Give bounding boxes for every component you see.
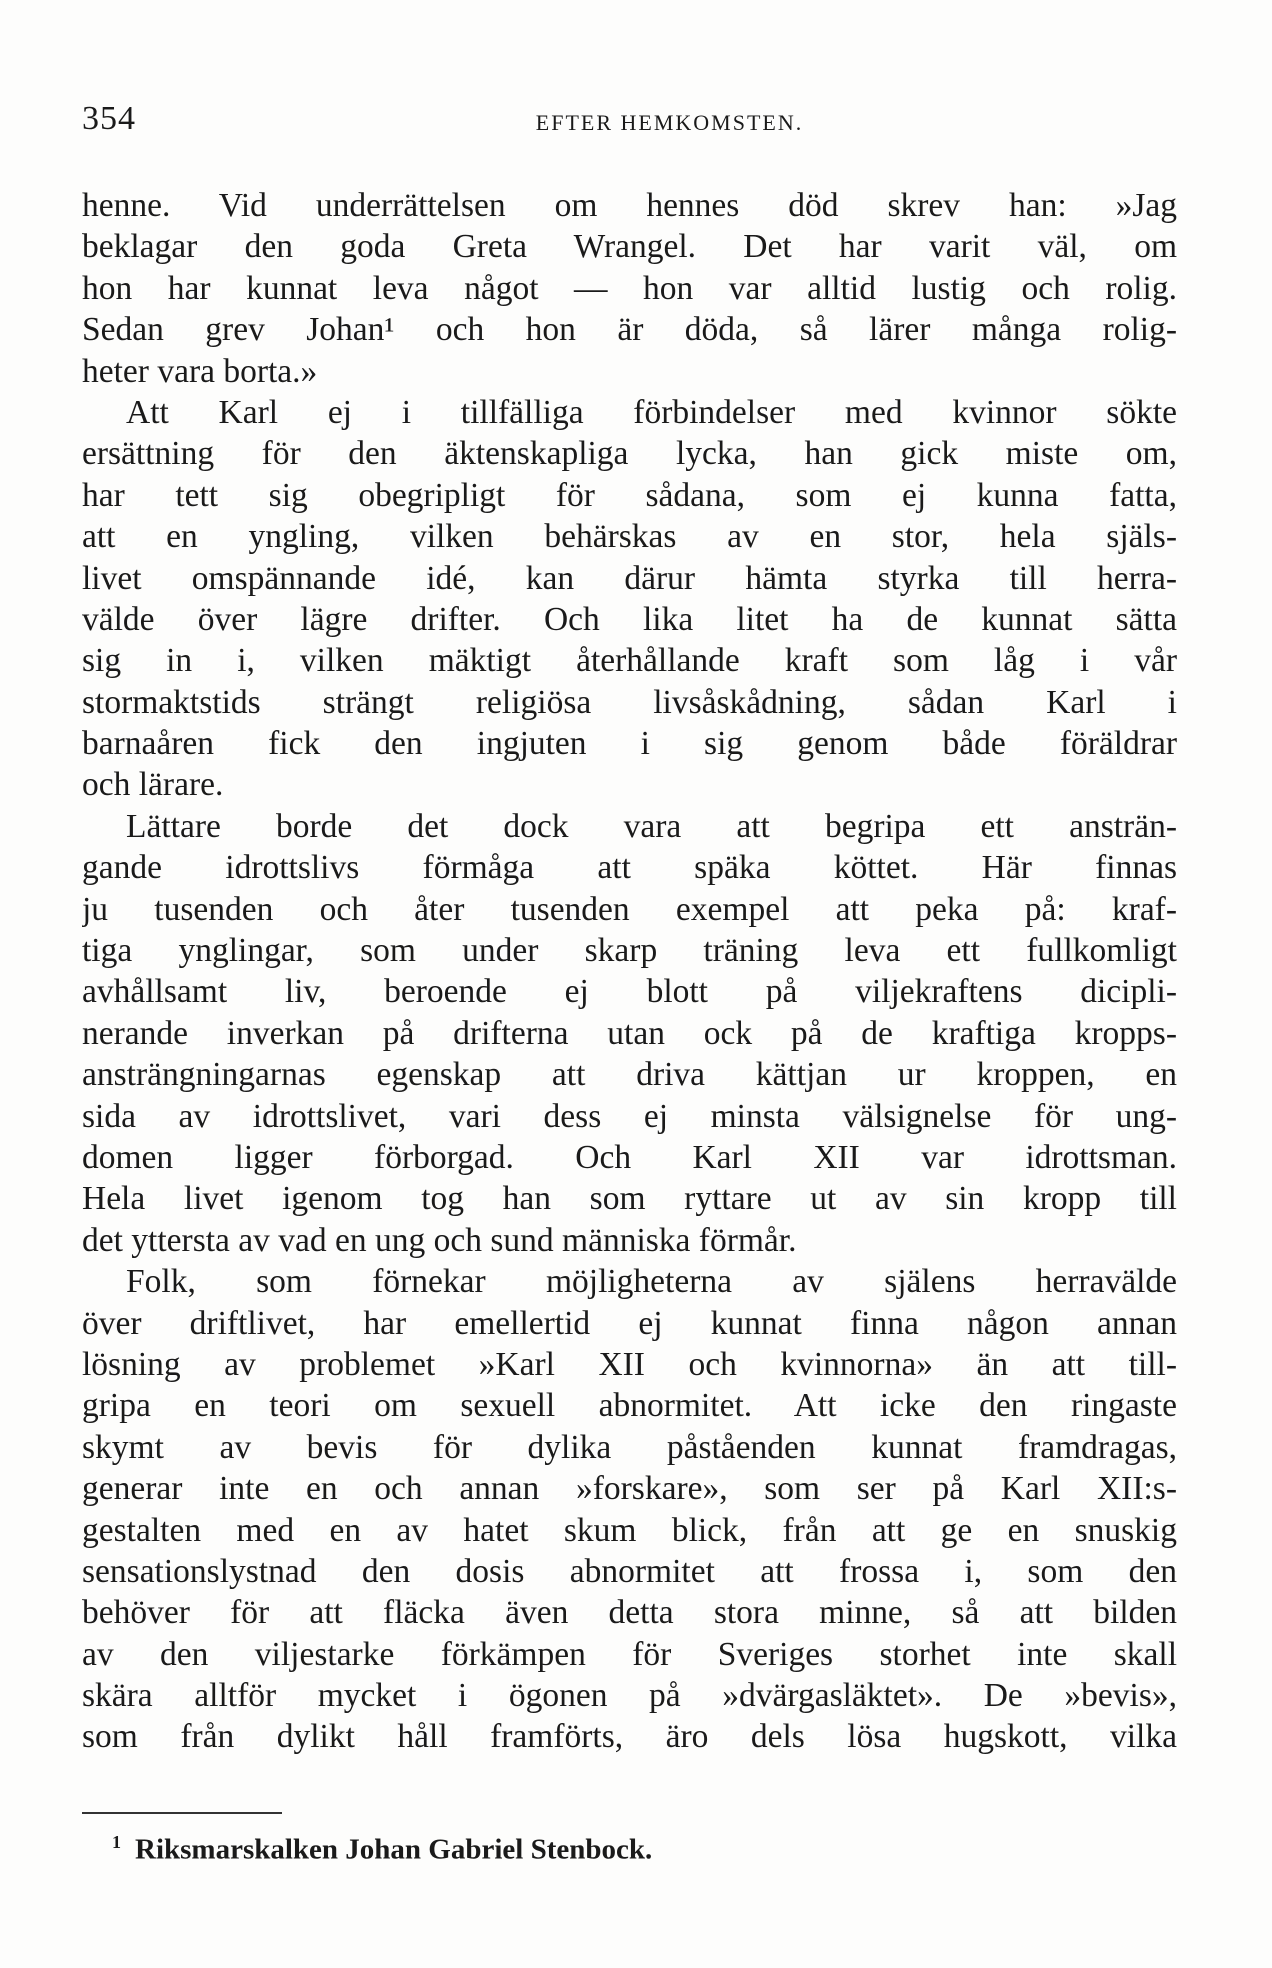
text-line: det yttersta av vad en ung och sund människa förmår.: [82, 1221, 797, 1259]
text-line: över driftlivet, har emellertid ej kunnat finna någon annan: [82, 1304, 1177, 1342]
page-number: 354: [82, 100, 136, 137]
text-line: ansträngningarnas egenskap att driva kättjan ur kroppen, en: [82, 1056, 1177, 1094]
text-line: av den viljestarke förkämpen för Sveriges storhet inte skall: [82, 1635, 1177, 1673]
text-line: tiga ynglingar, som under skarp träning leva ett fullkomligt: [82, 932, 1177, 970]
text-line: lösning av problemet »Karl XII och kvinnorna» än att till-: [82, 1345, 1177, 1383]
footnote-text: Riksmarskalken Johan Gabriel Stenbock.: [135, 1833, 653, 1866]
running-title: EFTER HEMKOMSTEN.: [535, 110, 804, 135]
text-line: och lärare.: [82, 766, 224, 804]
footnote-marker: 1: [112, 1832, 121, 1852]
text-line: hon har kunnat leva något — hon var alltid lustig och rolig.: [82, 269, 1177, 307]
text-line: generar inte en och annan »forskare», som ser på Karl XII:s-: [82, 1470, 1177, 1508]
text-line: gestalten med en av hatet skum blick, från att ge en snuskig: [82, 1511, 1177, 1549]
text-line: behöver för att fläcka även detta stora minne, så att bilden: [82, 1594, 1177, 1632]
text-line: sensationslystnad den dosis abnormitet att frossa i, som den: [82, 1552, 1177, 1590]
text-line: välde över lägre drifter. Och lika litet ha de kunnat sätta: [82, 600, 1177, 638]
text-line: domen ligger förborgad. Och Karl XII var idrottsman.: [82, 1138, 1177, 1176]
text-line: livet omspännande idé, kan därur hämta styrka till herra-: [82, 559, 1177, 597]
text-line: har tett sig obegripligt för sådana, som ej kunna fatta,: [82, 476, 1177, 514]
text-line: sig in i, vilken mäktigt återhållande kraft som låg i vår: [82, 642, 1177, 680]
paragraph-start-line: Lättare borde det dock vara att begripa ett ansträn-: [126, 807, 1177, 845]
text-line: barnaåren fick den ingjuten i sig genom både föräldrar: [82, 725, 1177, 763]
text-line: nerande inverkan på drifterna utan ock på de kraftiga kropps-: [82, 1014, 1177, 1052]
running-head: [82, 100, 1177, 150]
text-line: ersättning för den äktenskapliga lycka, han gick miste om,: [82, 435, 1177, 473]
text-line: gripa en teori om sexuell abnormitet. Att icke den ringaste: [82, 1387, 1177, 1425]
text-line: som från dylikt håll framförts, äro dels lösa hugskott, vilka: [82, 1718, 1177, 1756]
text-line: skära alltför mycket i ögonen på »dvärgasläktet». De »bevis»,: [82, 1677, 1177, 1715]
text-line: henne. Vid underrättelsen om hennes död skrev han: »Jag: [82, 187, 1177, 224]
footnote-divider: [82, 1812, 282, 1814]
text-line: ju tusenden och åter tusenden exempel att peka på: kraf-: [82, 890, 1177, 928]
text-line: heter vara borta.»: [82, 352, 318, 390]
text-line: gande idrottslivs förmåga att späka köttet. Här finnas: [82, 849, 1177, 887]
text-line: Hela livet igenom tog han som ryttare ut av sin kropp till: [82, 1180, 1177, 1218]
paragraph-start-line: Folk, som förnekar möjligheterna av själens herravälde: [126, 1263, 1177, 1301]
text-line: att en yngling, vilken behärskas av en stor, hela själs-: [82, 518, 1177, 556]
text-line: Sedan grev Johan¹ och hon är döda, så lärer många rolig-: [82, 311, 1177, 349]
text-line: avhållsamt liv, beroende ej blott på viljekraftens dicipli-: [82, 973, 1177, 1011]
text-line: beklagar den goda Greta Wrangel. Det har varit väl, om: [82, 228, 1177, 266]
body-text: [82, 185, 1177, 1758]
footnote: [112, 1832, 652, 1867]
paragraph-start-line: Att Karl ej i tillfälliga förbindelser med kvinnor sökte: [126, 393, 1177, 431]
text-line: skymt av bevis för dylika påståenden kunnat framdragas,: [82, 1428, 1177, 1466]
text-line: stormaktstids strängt religiösa livsåskådning, sådan Karl i: [82, 683, 1177, 721]
text-line: sida av idrottslivet, vari dess ej minsta välsignelse för ung-: [82, 1097, 1177, 1135]
